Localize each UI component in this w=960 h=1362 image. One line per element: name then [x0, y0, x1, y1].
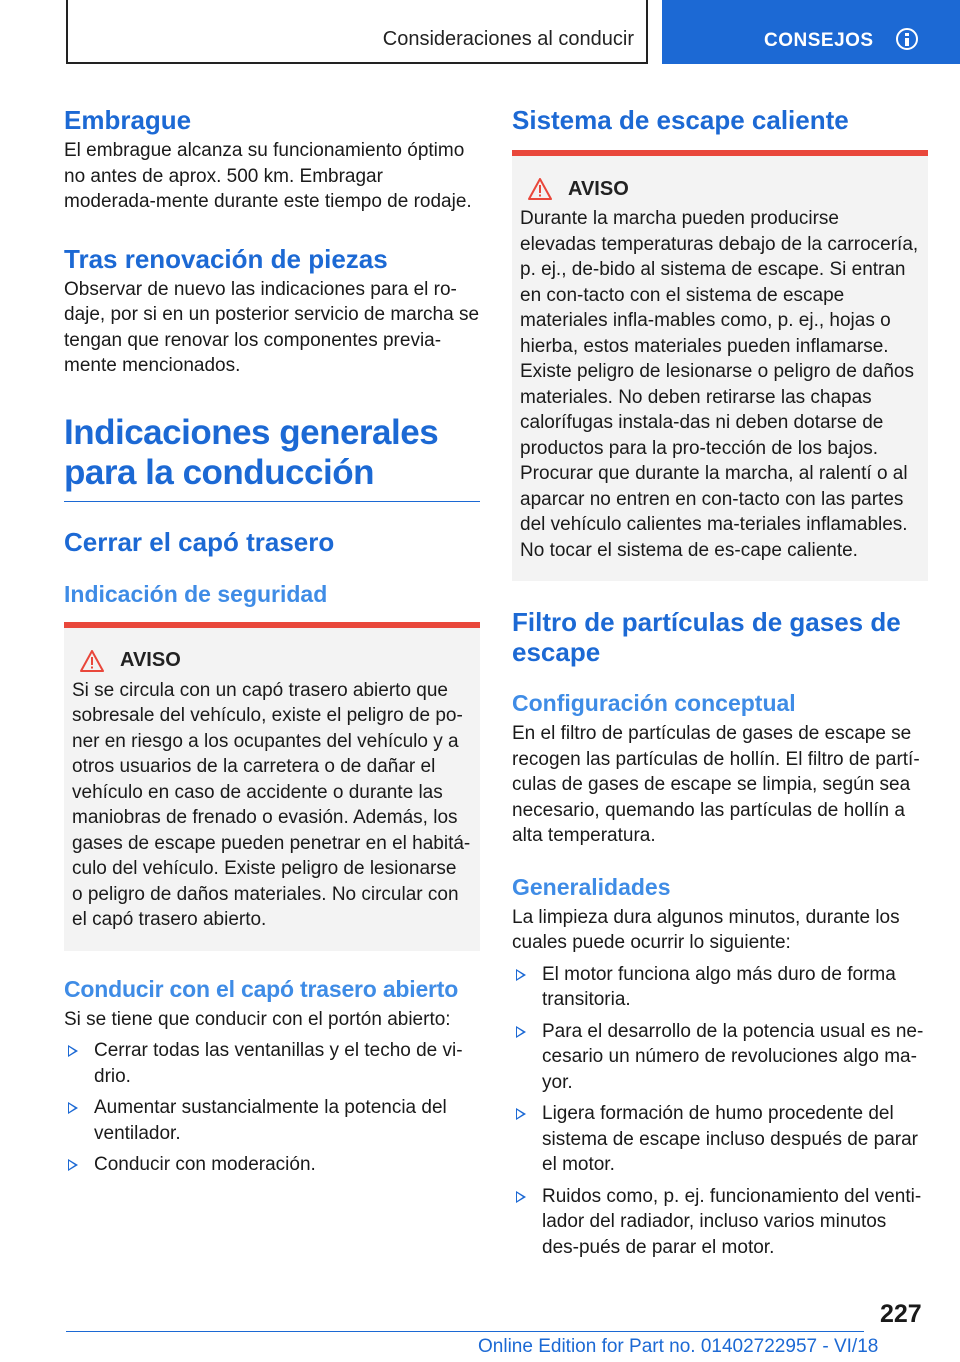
info-icon: [896, 28, 918, 50]
list-item: Para el desarrollo de la potencia usual es ne‐cesario un número de revoluciones algo ma‐yor.: [512, 1019, 928, 1096]
renovacion-text: Observar de nuevo las indicaciones para el ro‐daje, por si en un posterior servicio de marcha se tengan que renovar los componentes previa‐mente mencionados.: [64, 278, 480, 376]
triangle-bullet-icon: [516, 1191, 526, 1203]
triangle-bullet-icon: [68, 1159, 78, 1171]
warning-text: Durante la marcha pueden producirse elevadas temperaturas debajo de la carrocería, p. ej., de‐bido al sistema de escape. Si entran en con‐tacto con el sistema de escape materiales infla‐mables como, p. ej., hojas o hierba, estos materiales pueden inflamarse. Existe peligro de lesionarse o peligro de daños materiales. No deben retirarse las chapas calorífugas instala‐das ni deben dotarse de productos para la pro‐tección de los bajos. Procurar que durante la marcha, al ralentí o al aparcar no entren en con‐tacto con las partes del vehículo calientes ma‐teriales inflamables. No tocar el sistema de es‐cape caliente.: [520, 208, 919, 561]
renovacion-heading: Tras renovación de piezas: [64, 243, 388, 274]
warning-label: AVISO: [120, 649, 181, 671]
triangle-bullet-icon: [68, 1102, 78, 1114]
warning-header: [520, 176, 920, 202]
seguridad-heading: Indicación de seguridad: [64, 580, 328, 607]
chapter-title-line2: para la conducción: [64, 452, 374, 492]
left-column: [64, 100, 480, 1178]
abierto-intro: Si se tiene que conducir con el portón abierto:: [64, 1008, 451, 1030]
warning-triangle-icon: [528, 178, 552, 200]
list-item: Aumentar sustancialmente la potencia del ventilador.: [64, 1095, 480, 1146]
list-item: Conducir con moderación.: [64, 1152, 480, 1178]
escape-heading: Sistema de escape caliente: [512, 105, 849, 135]
general-heading: Generalidades: [512, 873, 671, 900]
abierto-heading: Conducir con el capó trasero abierto: [64, 975, 459, 1002]
triangle-bullet-icon: [68, 1045, 78, 1057]
triangle-bullet-icon: [516, 969, 526, 981]
list-item: Ruidos como, p. ej. funcionamiento del venti‐lador del radiador, incluso varios minutos des‐pués de parar el motor.: [512, 1184, 928, 1261]
tab-label: CONSEJOS: [764, 30, 874, 51]
list-item: El motor funciona algo más duro de forma transitoria.: [512, 962, 928, 1013]
section-title: Consideraciones al conducir: [382, 28, 634, 50]
abierto-list: [64, 1038, 480, 1178]
warning-header: [72, 648, 472, 674]
list-item: Cerrar todas las ventanillas y el techo de vi‐drio.: [64, 1038, 480, 1089]
footer-divider: [66, 1331, 864, 1332]
chapter-title: [64, 413, 480, 502]
warning-box: [512, 150, 928, 581]
config-text: En el filtro de partículas de gases de escape se recogen las partículas de hollín. El filtro de partí‐culas de gases de escape se limpia, según sea necesario, quemando las partículas de hollín a alta temperatura.: [512, 723, 920, 846]
capo-heading: Cerrar el capó trasero: [64, 526, 335, 557]
embrague-text: El embrague alcanza su funcionamiento óptimo no antes de aprox. 500 km. Embragar moderada‐mente durante este tiempo de rodaje.: [64, 140, 472, 212]
warning-text: Si se circula con un capó trasero abierto que sobresale del vehículo, existe el peligro de po‐ner en riesgo a los ocupantes del vehículo y a otros usuarios de la carretera o de dañar el vehículo en caso de accidente o durante las maniobras de frenado o evasión. Además, los gases de escape pueden penetrar en el habitá‐culo del vehículo. Existe peligro de lesionarse o peligro de daños materiales. No circular con el capó trasero abierto.: [72, 679, 471, 930]
filtro-heading: Filtro de partículas de gases de escape: [512, 607, 901, 667]
triangle-bullet-icon: [516, 1108, 526, 1120]
general-intro: La limpieza dura algunos minutos, durante los cuales puede ocurrir lo siguiente:: [512, 906, 900, 953]
section-header: [66, 0, 648, 64]
right-column: [512, 100, 928, 1260]
warning-box: [64, 622, 480, 951]
triangle-bullet-icon: [516, 1026, 526, 1038]
warning-triangle-icon: [80, 650, 104, 672]
warning-label: AVISO: [568, 177, 629, 200]
chapter-title-line1: Indicaciones generales: [64, 412, 439, 452]
page-header: [0, 0, 960, 66]
page-number: 227: [880, 1300, 922, 1328]
list-item: Ligera formación de humo procedente del sistema de escape incluso después de parar el motor.: [512, 1101, 928, 1178]
config-heading: Configuración conceptual: [512, 690, 796, 716]
edition-footer: Online Edition for Part no. 01402722957 - VI/18: [478, 1336, 879, 1357]
embrague-heading: Embrague: [64, 105, 192, 135]
general-list: [512, 962, 928, 1261]
